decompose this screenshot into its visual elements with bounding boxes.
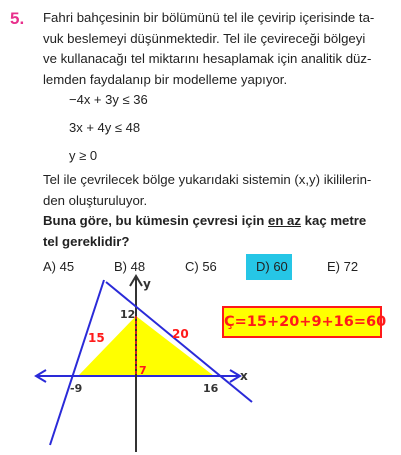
axis-y-label: y (143, 277, 151, 291)
y-intercept-label: 12 (120, 308, 136, 321)
option-c[interactable]: C) 56 (185, 259, 217, 274)
question-number: 5. (10, 9, 25, 28)
option-e[interactable]: E) 72 (327, 259, 359, 274)
x-left-label: -9 (70, 382, 83, 395)
prompt-line-2: tel gereklidir? (43, 233, 130, 249)
middle-line: den oluşturuluyor. (43, 192, 148, 208)
side-left-label: 15 (88, 331, 105, 345)
middle-line: Tel ile çevrilecek bölge yukarıdaki sistemin (x,y) ikililerin- (43, 172, 372, 187)
inequality-1: −4x + 3y ≤ 36 (69, 92, 148, 107)
prompt-text: Buna göre, bu kümesin çevresi için (43, 213, 268, 228)
x-right-label: 16 (203, 382, 219, 395)
intro-line: Fahri bahçesinin bir bölümünü tel ile çevirip içerisinde ta- (43, 10, 375, 25)
perimeter-formula: Ç=15+20+9+16=60 (222, 306, 382, 338)
prompt-text: kaç metre (300, 213, 367, 228)
inequality-2: 3x + 4y ≤ 48 (69, 120, 141, 135)
side-right-label: 20 (172, 327, 189, 341)
prompt-emphasis: en az (268, 213, 301, 228)
intro-line: ve kullanacağı tel miktarını hesaplamak için analitik düz- (43, 51, 372, 66)
intro-line: vuk beslemeyi düşünmektedir. Tel ile çevireceği bölgeyi (43, 30, 366, 46)
inequality-3: y ≥ 0 (69, 148, 98, 163)
option-b[interactable]: B) 48 (114, 259, 146, 274)
option-a[interactable]: A) 45 (43, 259, 75, 274)
height-label: 7 (139, 364, 147, 377)
option-d[interactable]: D) 60 (256, 259, 288, 274)
axis-x-label: x (240, 369, 248, 383)
intro-line: lemden faydalanıp bir modelleme yapıyor. (43, 71, 288, 87)
